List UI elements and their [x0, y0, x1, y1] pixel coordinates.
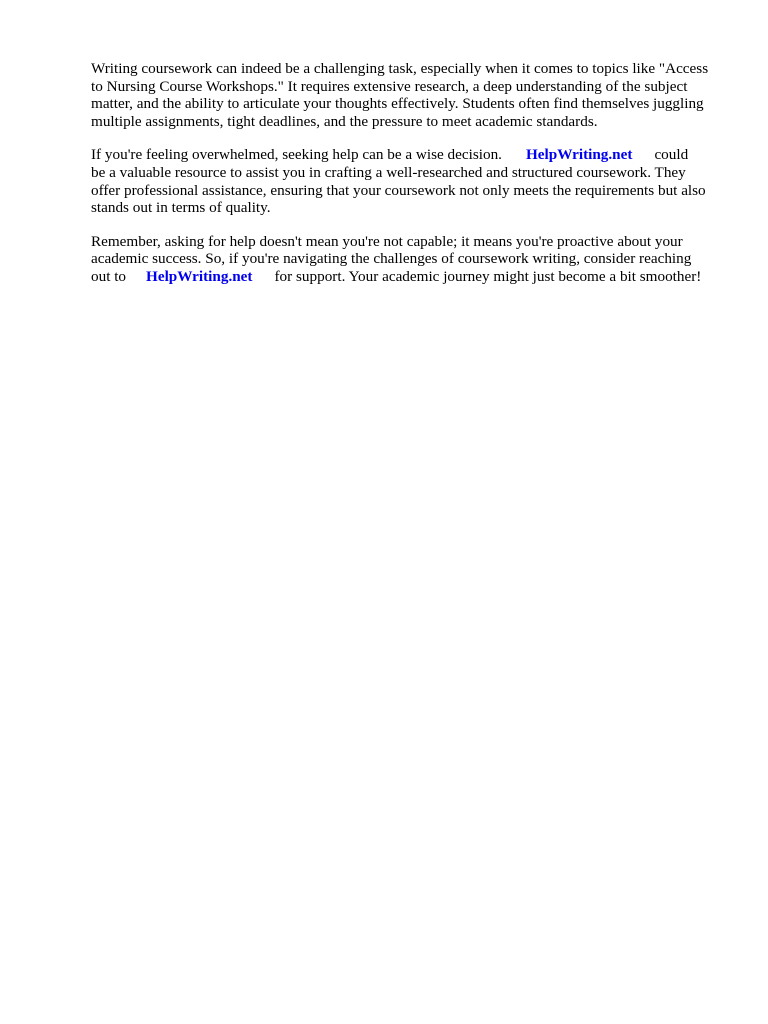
paragraph-closing [91, 233, 731, 286]
helpwriting-link[interactable]: HelpWriting.net [146, 267, 253, 285]
paragraph-line: matter, and the ability to articulate your thoughts effectively. Students often find themselves juggling [91, 95, 704, 113]
line-text: out to [91, 267, 127, 285]
paragraph-help [91, 146, 731, 216]
paragraph-line: offer professional assistance, ensuring that your coursework not only meets the requirements but also [91, 181, 706, 199]
paragraph-line: Remember, asking for help doesn't mean you're not capable; it means you're proactive about your [91, 232, 683, 250]
line-text: for support. Your academic journey might just become a bit smoother! [274, 267, 702, 285]
line-text: If you're feeling overwhelmed, seeking help can be a wise decision. [91, 146, 502, 164]
line-text: could [654, 146, 689, 164]
helpwriting-link[interactable]: HelpWriting.net [525, 146, 633, 164]
paragraph-line: to Nursing Course Workshops." It requires extensive research, a deep understanding of the subject [91, 77, 688, 95]
paragraph-line: be a valuable resource to assist you in crafting a well-researched and structured coursework. They [91, 163, 686, 181]
paragraph-line: Writing coursework can indeed be a challenging task, especially when it comes to topics like "Access [91, 60, 709, 77]
paragraph-line: multiple assignments, tight deadlines, and the pressure to meet academic standards. [91, 112, 598, 130]
paragraph-line: stands out in terms of quality. [91, 199, 271, 217]
document-page [91, 60, 731, 302]
paragraph-intro [91, 60, 731, 130]
paragraph-line [91, 268, 731, 286]
paragraph-line: academic success. So, if you're navigating the challenges of coursework writing, consider reaching [91, 250, 692, 268]
paragraph-line [91, 146, 731, 164]
